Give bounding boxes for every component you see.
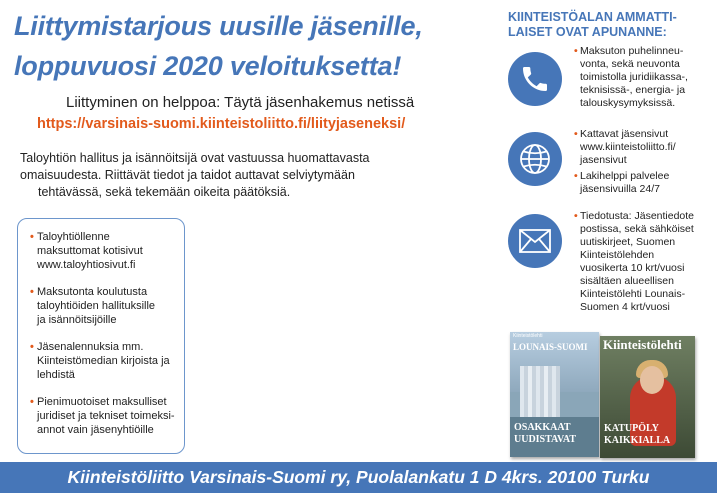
feature-line[interactable]: www.kiinteistoliitto.fi/ <box>580 141 676 153</box>
description-paragraph <box>20 150 470 201</box>
feature-line: Kiinteistölehti Lounais- <box>580 288 686 300</box>
paragraph-line: Taloyhtiön hallitus ja isännöitsijä ovat vastuussa huomattavasta <box>20 151 370 165</box>
bullet-icon: • <box>574 128 578 140</box>
signup-link[interactable]: https://varsinais-suomi.kiinteistoliitto.fi/liityjaseneksi/ <box>37 116 406 132</box>
feature-item <box>574 170 714 196</box>
feature-line: vuosikerta 10 krt/vuosi <box>580 262 685 274</box>
benefit-item <box>30 395 176 437</box>
benefit-item <box>30 285 176 327</box>
bullet-icon: • <box>30 341 34 353</box>
cover-person-face <box>640 366 664 394</box>
benefit-line: annot vain jäsenyhtiöille <box>37 424 154 436</box>
intro-text: Liittyminen on helppoa: Täytä jäsenhakemus netissä <box>66 94 415 111</box>
benefit-line: Kiinteistömedian kirjoista ja <box>37 355 170 367</box>
magazine-headline: UUDISTAVAT <box>514 434 577 445</box>
magazine-cover-lounais-suomi <box>510 332 599 457</box>
footer-address: Kiinteistöliitto Varsinais-Suomi ry, Puolalankatu 1 D 4krs. 20100 Turku <box>0 462 717 493</box>
magazine-headline: KATUPÖLY <box>604 423 660 434</box>
headline <box>14 6 484 86</box>
feature-line: toimistolla juridiikassa-, <box>580 71 688 83</box>
bullet-icon: • <box>30 396 34 408</box>
benefit-line: juridiset ja tekniset toimeksi- <box>37 410 175 422</box>
web-feature <box>574 128 714 199</box>
feature-line: postissa, sekä sähköiset <box>580 223 694 235</box>
magazine-masthead: Kiinteistölehti <box>603 339 682 351</box>
bullet-icon: • <box>574 210 578 222</box>
paragraph-line: tehtävässä, sekä tekemään oikeita päätöksiä. <box>38 185 291 199</box>
feature-line: talouskysymyksissä. <box>580 97 676 109</box>
feature-item <box>574 128 714 167</box>
feature-line: teknisissä-, energia- ja <box>580 84 686 96</box>
headline-line-2: loppuvuosi 2020 veloituksetta! <box>14 51 402 81</box>
phone-feature <box>574 45 714 113</box>
feature-line: jäsensivuilla 24/7 <box>580 183 660 195</box>
paragraph-line: omaisuudesta. Riittävät tiedot ja taidot auttavat selviytymään <box>20 168 355 182</box>
magazine-kicker: Kiinteistölehti <box>513 333 543 339</box>
benefit-item <box>30 340 176 382</box>
benefit-line: Jäsenalennuksia mm. <box>37 341 144 353</box>
feature-line: Tiedotusta: Jäsentiedote <box>580 210 695 222</box>
headline-line-1: Liittymistarjous uusille jäsenille, <box>14 11 423 41</box>
feature-line: Maksuton puhelinneu- <box>580 45 684 57</box>
benefit-item <box>30 230 176 272</box>
professionals-title-line-2: LAISET OVAT APUNANNE: <box>508 25 667 39</box>
professionals-title-line-1: KIINTEISTÖALAN AMMATTI- <box>508 10 677 24</box>
feature-line: Lakihelppi palvelee <box>580 170 670 182</box>
magazine-cover-kiinteistolehti <box>600 336 695 458</box>
feature-line: vonta, sekä neuvonta <box>580 58 680 70</box>
phone-icon <box>508 52 562 106</box>
feature-line: sisältäen alueellisen <box>580 275 674 287</box>
magazine-headline: KAIKKIALLA <box>604 435 671 446</box>
feature-line: Kattavat jäsensivut <box>580 128 669 140</box>
mail-feature <box>574 210 714 317</box>
bullet-icon: • <box>30 286 34 298</box>
benefits-list <box>30 230 176 437</box>
benefit-line: ja isännöitsijöille <box>37 314 117 326</box>
benefit-line: maksuttomat kotisivut <box>37 245 143 257</box>
benefit-line: lehdistä <box>37 369 75 381</box>
feature-line: uutiskirjeet, Suomen <box>580 236 676 248</box>
bullet-icon: • <box>30 231 34 243</box>
magazine-masthead: LOUNAIS-SUOMI <box>513 342 588 352</box>
bullet-icon: • <box>574 170 578 182</box>
benefit-line: Taloyhtiöllenne <box>37 231 110 243</box>
globe-icon <box>508 132 562 186</box>
benefit-line: www.taloyhtiosivut.fi <box>37 259 136 271</box>
magazine-headline: OSAKKAAT <box>514 422 571 433</box>
bullet-icon: • <box>574 45 578 57</box>
feature-item <box>574 45 714 110</box>
envelope-icon <box>508 214 562 268</box>
benefit-line: Pienimuotoiset maksulliset <box>37 396 167 408</box>
feature-line: Kiinteistölehden <box>580 249 655 261</box>
feature-line: Suomen 4 krt/vuosi <box>580 301 670 313</box>
benefit-line: taloyhtiöiden hallituksille <box>37 300 156 312</box>
feature-line[interactable]: jasensivut <box>580 154 627 166</box>
feature-item <box>574 210 714 314</box>
benefit-line: Maksutonta koulutusta <box>37 286 148 298</box>
benefits-box <box>17 218 185 454</box>
professionals-title <box>508 10 708 40</box>
